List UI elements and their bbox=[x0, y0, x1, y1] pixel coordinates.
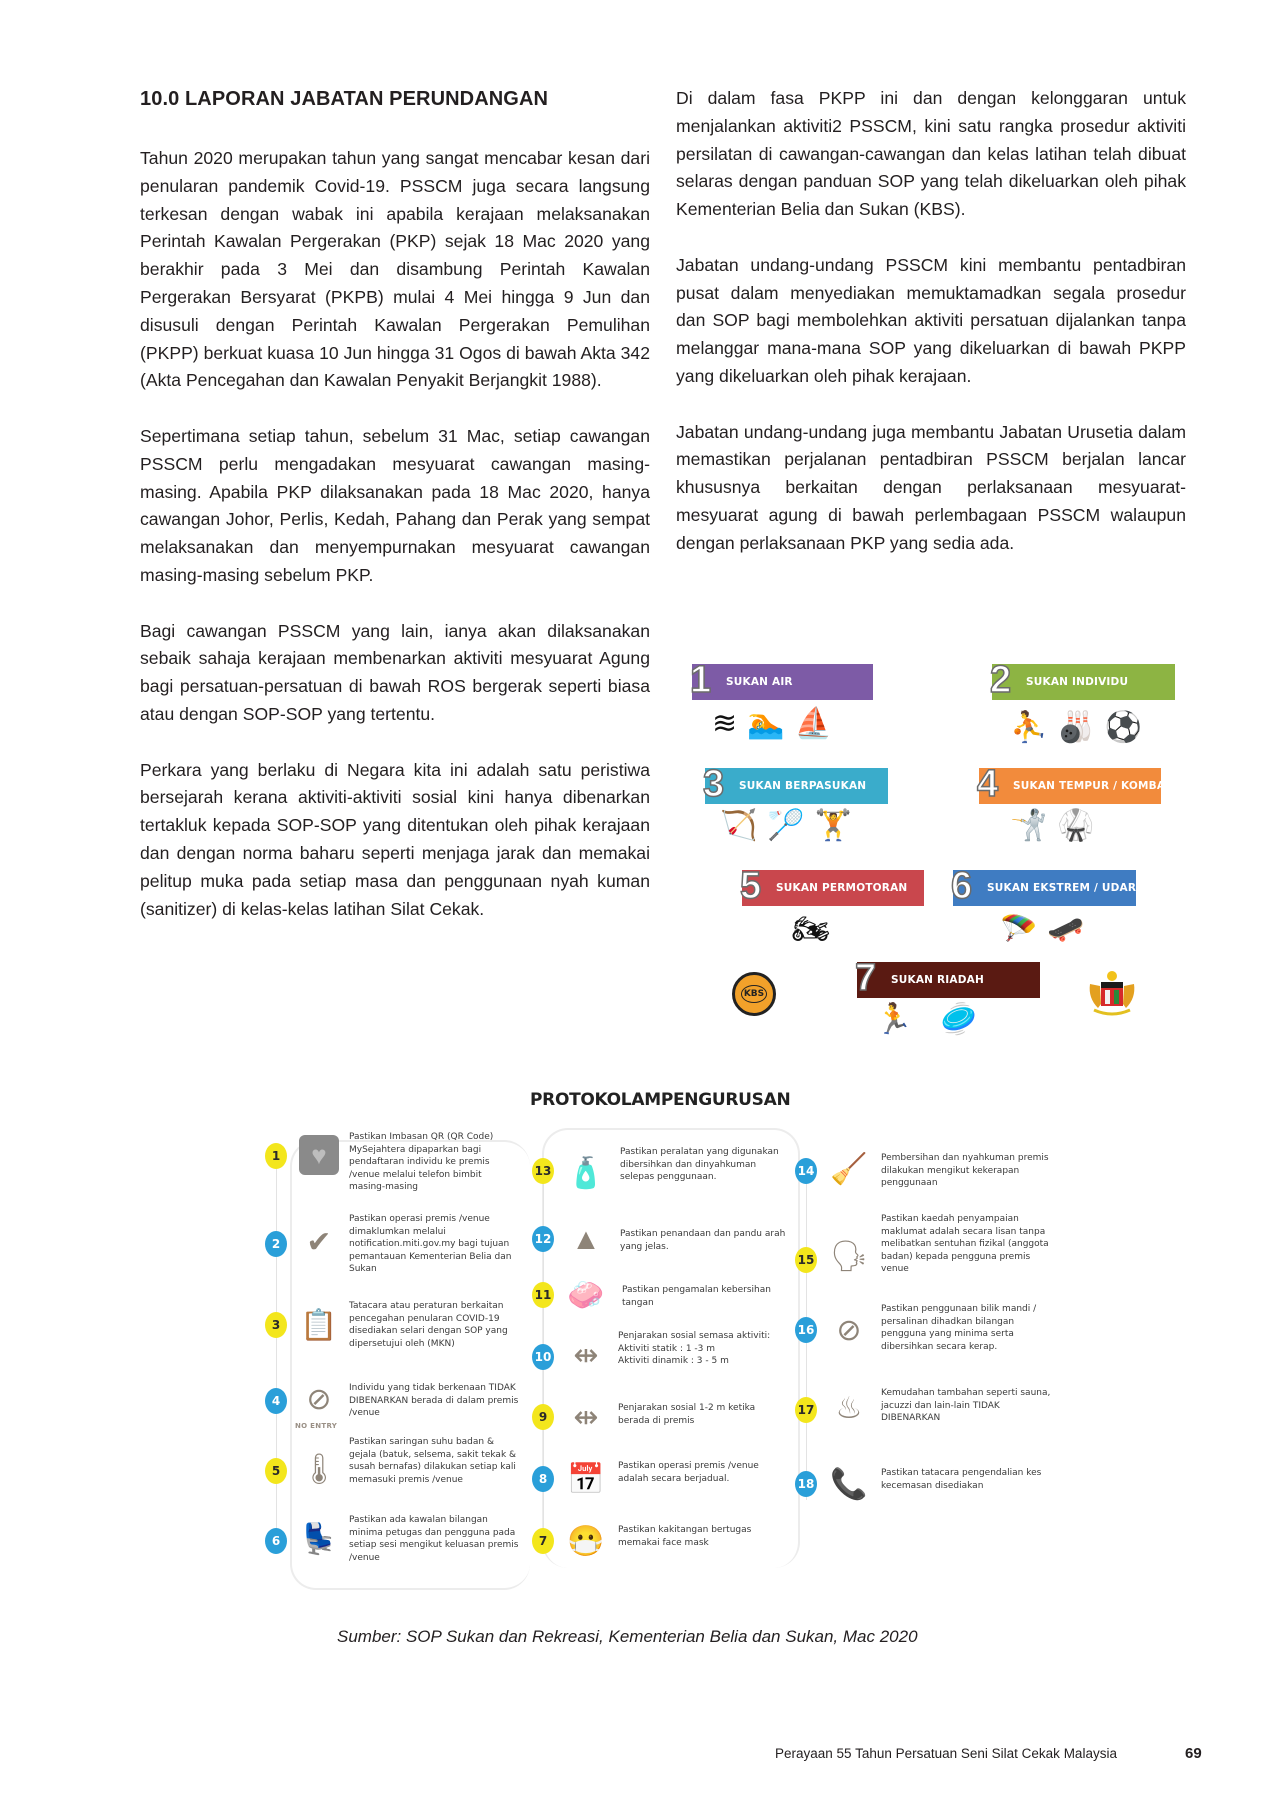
netball-player-icon: ⛹ bbox=[1010, 711, 1048, 744]
step-aerobics-icon: 🏃 bbox=[875, 1003, 913, 1036]
sports-categories-figure bbox=[680, 650, 1200, 1050]
category-icons bbox=[1000, 912, 1085, 948]
item-number-badge: 4 bbox=[265, 1388, 287, 1414]
item-text: Pastikan tatacara pengendalian kes kecemasan disediakan bbox=[881, 1468, 1042, 1491]
category-label: SUKAN AIR bbox=[726, 676, 793, 688]
category-label: SUKAN EKSTREM / UDARA bbox=[987, 882, 1145, 894]
badminton-player-icon: 🏸 bbox=[767, 809, 805, 842]
item-text: Pastikan Imbasan QR (QR Code) MySejahtera dipaparkan bagi pendaftaran individu ke premis /venue melalui telefon bimbit masing-masing bbox=[349, 1132, 494, 1192]
mysejahtera-qr-icon: ♥ bbox=[299, 1135, 339, 1175]
item-number-badge: 16 bbox=[795, 1317, 817, 1343]
item-number-badge: 17 bbox=[795, 1397, 817, 1423]
face-mask-icon: 😷 bbox=[567, 1525, 605, 1558]
item-text: Pastikan kaedah penyampaian maklumat adalah secara lisan tanpa melibatkan sentuhan fizikal (anggota badan) kepada pengguna premis venue bbox=[881, 1214, 1049, 1274]
category-number: 1 bbox=[690, 659, 712, 701]
kbs-logo-text: KBS bbox=[741, 985, 767, 1003]
item-text: Tatacara atau peraturan berkaitan pencegahan penularan COVID-19 disediakan selari dengan SOP yang dipersetujui oleh (MKN) bbox=[349, 1301, 508, 1349]
item-text: Penjarakan sosial semasa aktiviti: Aktiviti statik : 1 -3 m Aktiviti dinamik : 3 - 5 m bbox=[618, 1331, 771, 1366]
no-shower-icon: ⊘ bbox=[836, 1314, 862, 1347]
category-banner-sukan-air bbox=[690, 659, 873, 701]
category-number: 5 bbox=[740, 865, 762, 907]
social-distance-activity-icon: ⇹ bbox=[573, 1339, 599, 1372]
paragraph: Perkara yang berlaku di Negara kita ini adalah satu peristiwa bersejarah kerana aktiviti-aktiviti sosial kini hanya dibenarkan tertakluk kepada SOP-SOP yang ditentukan oleh pihak kerajaan dan dengan norma baharu seperti menjaga jarak dan memakai pelitup muka pada setiap masa dan penggunaan nyah kuman (sanitizer) di kelas-kelas latihan Silat Cekak. bbox=[140, 759, 650, 919]
item-text: Pastikan kakitangan bertugas memakai face mask bbox=[618, 1525, 752, 1548]
item-number-badge: 1 bbox=[265, 1143, 287, 1169]
archer-icon: 🏹 bbox=[720, 809, 758, 842]
calendar-clock-icon: 📅 bbox=[567, 1463, 605, 1496]
karate-kick-icon: 🥋 bbox=[1057, 809, 1095, 842]
bowler-icon: 🎳 bbox=[1057, 711, 1095, 744]
category-icons bbox=[720, 808, 852, 844]
item-number-badge: 18 bbox=[795, 1471, 817, 1497]
item-number-badge: 3 bbox=[265, 1312, 287, 1338]
category-number: 7 bbox=[855, 957, 877, 999]
left-column bbox=[140, 145, 650, 951]
hand-wash-icon: 🧼 bbox=[567, 1279, 605, 1312]
item-number-badge: 2 bbox=[265, 1231, 287, 1257]
spray-bottle-icon: 🧴 bbox=[567, 1157, 605, 1190]
skateboarder-icon: 🛹 bbox=[1047, 913, 1085, 946]
paragraph: Sepertimana setiap tahun, sebelum 31 Mac, setiap cawangan PSSCM perlu mengadakan mesyuarat cawangan masing-masing. Apabila PKP dilaksanakan pada 18 Mac 2020, hanya cawangan Johor, Perlis, Kedah, Pahang dan Perak yang sempat melaksanakan dan menyempurnakan mesyuarat cawangan masing-masing sebelum PKP. bbox=[140, 425, 650, 585]
category-label: SUKAN RIADAH bbox=[891, 974, 984, 986]
category-number: 6 bbox=[951, 865, 973, 907]
sauna-icon: ♨ bbox=[835, 1392, 863, 1425]
paragraph: Di dalam fasa PKPP ini dan dengan kelonggaran untuk menjalankan aktiviti2 PSSCM, kini satu rangka prosedur aktiviti persilatan di cawangan-cawangan dan kelas latihan telah dibuat selaras dengan panduan SOP yang telah dikeluarkan oleh pihak Kementerian Belia dan Sukan (KBS). bbox=[676, 88, 1186, 220]
frisbee-icon: 🥏 bbox=[940, 1003, 978, 1036]
footer-title: Perayaan 55 Tahun Persatuan Seni Silat Cekak Malaysia bbox=[775, 1746, 1117, 1761]
category-label: SUKAN TEMPUR / KOMBAT bbox=[1013, 780, 1172, 792]
item-text: Penjarakan sosial 1-2 m ketika berada di premis bbox=[618, 1403, 756, 1426]
paragraph: Bagi cawangan PSSCM yang lain, ianya akan dilaksanakan sebaik sahaja kerajaan membenarkan aktiviti mesyuarat Agung bagi persatuan-persatuan di bawah ROS bergerak seperti biasa atau dengan SOP-SOP yang tertentu. bbox=[140, 620, 650, 724]
category-icons bbox=[712, 706, 832, 742]
item-number-badge: 15 bbox=[795, 1247, 817, 1273]
item-number-badge: 12 bbox=[532, 1226, 554, 1252]
item-text: Kemudahan tambahan seperti sauna, jacuzzi dan lain-lain TIDAK DIBENARKAN bbox=[881, 1388, 1051, 1423]
item-text: Pastikan operasi premis /venue adalah secara berjadual. bbox=[618, 1461, 759, 1484]
item-text: Pastikan pengamalan kebersihan tangan bbox=[622, 1285, 771, 1308]
checkmark-icon: ✔ bbox=[306, 1226, 332, 1259]
coat-of-arms-logo bbox=[1086, 968, 1138, 1018]
windsurf-icon: ⛵ bbox=[794, 707, 832, 740]
category-banner-sukan-riadah bbox=[855, 957, 1040, 999]
category-number: 2 bbox=[990, 659, 1012, 701]
swimming-pool-icon: ≋ bbox=[712, 707, 738, 740]
item-number-badge: 11 bbox=[532, 1282, 554, 1308]
item-number-badge: 14 bbox=[795, 1158, 817, 1184]
no-entry-label: NO ENTRY bbox=[295, 1422, 338, 1430]
paragraph: Tahun 2020 merupakan tahun yang sangat mencabar kesan dari penularan pandemik Covid-19. PSSCM juga secara langsung terkesan dengan wabak ini apabila kerajaan melaksanakan Perintah Kawalan Pergerakan (PKP) sejak 18 Mac 2020 yang berakhir pada 3 Mei dan disambung Perintah Kawalan Pergerakan Bersyarat (PKPB) mulai 4 Mei hingga 9 Jun dan disusuli dengan Perintah Kawalan Pergerakan Pemulihan (PKPP) berkuat kuasa 10 Jun hingga 31 Ogos di bawah Akta 342 (Akta Pencegahan dan Kawalan Penyakit Berjangkit 1988). bbox=[140, 148, 650, 391]
section-heading: 10.0 LAPORAN JABATAN PERUNDANGAN bbox=[140, 88, 549, 110]
category-number: 3 bbox=[703, 763, 725, 805]
item-text: Pastikan saringan suhu badan & gejala (batuk, selsema, sakit tekak & susah bernafas) dilakukan setiap kali memasuki premis /venue bbox=[349, 1437, 517, 1485]
swimmer-icon: 🏊 bbox=[747, 707, 785, 740]
verbal-communication-icon: 🗣 bbox=[829, 1240, 869, 1273]
category-icons bbox=[1010, 808, 1095, 844]
protocol-title: PROTOKOLAMPENGURUSAN bbox=[530, 1090, 791, 1110]
thermometer-icon: 🌡 bbox=[299, 1453, 339, 1486]
item-number-badge: 10 bbox=[532, 1344, 554, 1370]
social-distance-icon: ⇹ bbox=[573, 1401, 599, 1434]
paragraph: Jabatan undang-undang PSSCM kini membantu pentadbiran pusat dalam menyediakan memuktamadkan segala prosedur dan SOP bagi membolehkan aktiviti persatuan dijalankan tanpa melanggar mana-mana SOP yang dikeluarkan di bawah PKPP yang dikeluarkan oleh pihak kerajaan. bbox=[676, 254, 1186, 386]
weightlifter-icon: 🏋 bbox=[814, 809, 853, 842]
category-label: SUKAN INDIVIDU bbox=[1026, 676, 1129, 688]
presenter-board-icon: 📋 bbox=[300, 1309, 338, 1342]
football-player-icon: ⚽ bbox=[1104, 711, 1143, 744]
desk-worker-icon: 💺 bbox=[300, 1523, 338, 1556]
category-banner-sukan-individu bbox=[990, 659, 1175, 701]
category-banner-sukan-berpasukan bbox=[703, 763, 888, 805]
item-text: Pembersihan dan nyahkuman premis dilakukan mengikut kekerapan penggunaan bbox=[881, 1153, 1049, 1188]
item-text: Pastikan operasi premis /venue dimaklumkan melalui notification.miti.gov.my bagi tujuan pemantauan Kementerian Belia dan Sukan bbox=[349, 1214, 512, 1274]
fencer-icon: 🤺 bbox=[1010, 809, 1048, 842]
item-number-badge: 7 bbox=[532, 1528, 554, 1554]
item-text: Individu yang tidak berkenaan TIDAK DIBENARKAN berada di dalam premis /venue bbox=[349, 1383, 519, 1418]
category-banner-sukan-ekstrem bbox=[951, 865, 1145, 907]
category-number: 4 bbox=[977, 763, 999, 805]
mop-bucket-icon: 🧹 bbox=[830, 1153, 868, 1186]
paragraph: Jabatan undang-undang juga membantu Jabatan Urusetia dalam memastikan perjalanan pentadbiran PSSCM berjalan lancar khususnya berkaitan dengan perlaksanaan mesyuarat-mesyuarat agung di bawah perlembagaan PSSCM walaupun dengan perlaksanaan PKP yang sedia ada. bbox=[676, 421, 1186, 553]
item-number-badge: 6 bbox=[265, 1528, 287, 1554]
category-label: SUKAN PERMOTORAN bbox=[776, 882, 908, 894]
item-text: Pastikan penandaan dan pandu arah yang jelas. bbox=[620, 1229, 786, 1252]
category-label: SUKAN BERPASUKAN bbox=[739, 780, 867, 792]
item-number-badge: 5 bbox=[265, 1458, 287, 1484]
category-icons bbox=[792, 912, 830, 948]
category-icons bbox=[875, 1002, 978, 1038]
category-icons bbox=[1010, 710, 1142, 746]
right-column bbox=[676, 85, 1186, 585]
item-text: Pastikan peralatan yang digunakan dibersihkan dan dinyahkuman selepas penggunaan. bbox=[620, 1147, 779, 1182]
item-number-badge: 9 bbox=[532, 1404, 554, 1430]
item-number-badge: 13 bbox=[532, 1158, 554, 1184]
page-number: 69 bbox=[1185, 1745, 1202, 1762]
protocol-infographic bbox=[250, 1080, 1050, 1600]
category-banner-sukan-permotoran bbox=[740, 865, 924, 907]
kbs-logo bbox=[732, 972, 776, 1016]
item-number-badge: 8 bbox=[532, 1466, 554, 1492]
category-banner-sukan-tempur bbox=[977, 763, 1172, 805]
traffic-cone-icon: ▲ bbox=[571, 1223, 601, 1256]
figure-caption: Sumber: SOP Sukan dan Rekreasi, Kementerian Belia dan Sukan, Mac 2020 bbox=[337, 1627, 918, 1646]
no-entry-icon: ⊘ bbox=[306, 1383, 332, 1416]
motorcycle-racer-icon: 🏍 bbox=[792, 913, 831, 946]
item-text: Pastikan penggunaan bilik mandi / persalinan dihadkan bilangan pengguna yang minima serta dibersihkan secara kerap. bbox=[881, 1304, 1037, 1352]
emergency-call-icon: 📞 bbox=[830, 1468, 868, 1501]
parachute-icon: 🪂 bbox=[1000, 913, 1038, 946]
item-text: Pastikan ada kawalan bilangan minima petugas dan pengguna pada setiap sesi mengikut keluasan premis /venue bbox=[349, 1515, 519, 1563]
